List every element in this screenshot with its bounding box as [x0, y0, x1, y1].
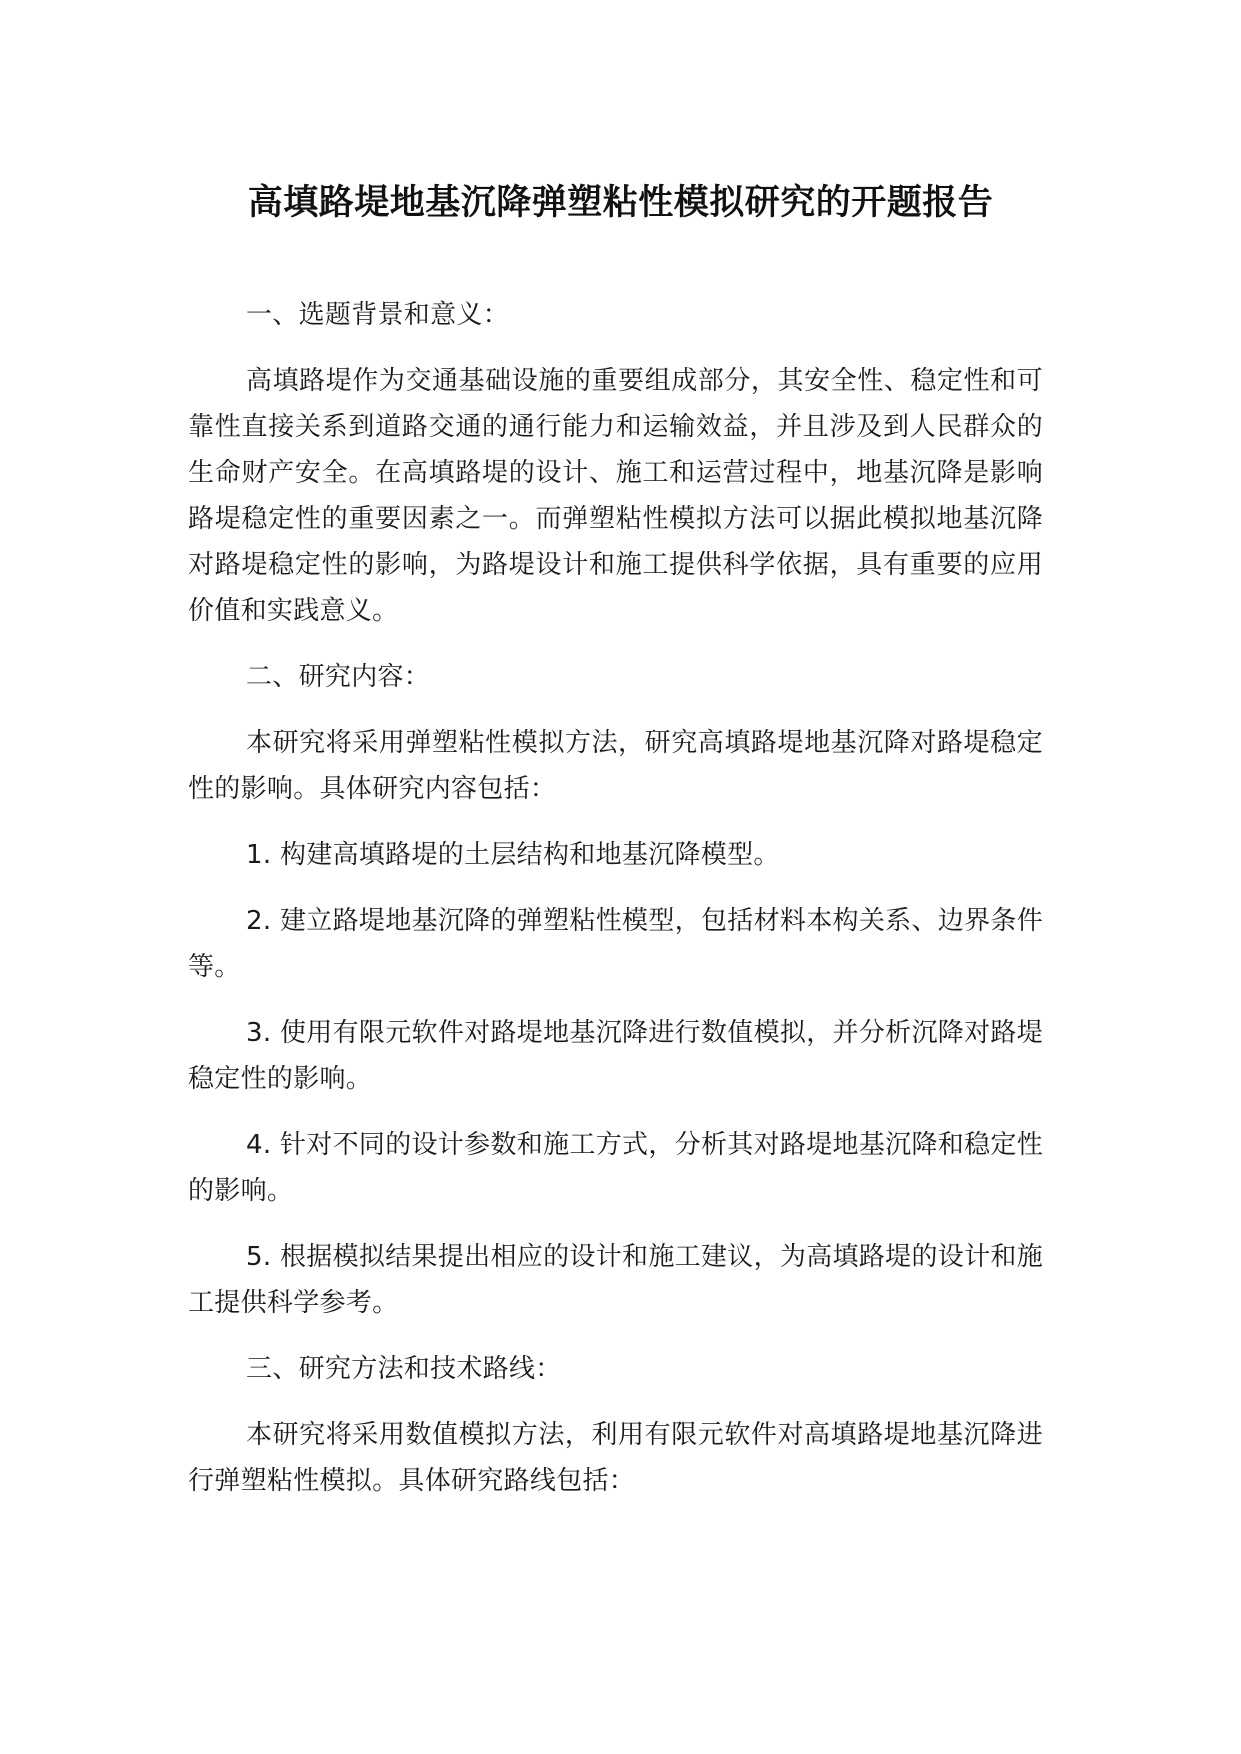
document-title: 高填路堤地基沉降弹塑粘性模拟研究的开题报告 [247, 183, 994, 223]
paragraph-methods-intro: 本研究将采用数值模拟方法，利用有限元软件对高填路堤地基沉降进行弹塑粘性模拟。具体研究路线包括： [188, 1420, 1043, 1496]
list-item-5: 5. 根据模拟结果提出相应的设计和施工建议，为高填路堤的设计和施工提供科学参考。 [188, 1242, 1043, 1318]
list-item-2: 2. 建立路堤地基沉降的弹塑粘性模型，包括材料本构关系、边界条件等。 [188, 906, 1043, 982]
list-item-4: 4. 针对不同的设计参数和施工方式，分析其对路堤地基沉降和稳定性的影响。 [188, 1130, 1043, 1206]
paragraph-background: 高填路堤作为交通基础设施的重要组成部分，其安全性、稳定性和可靠性直接关系到道路交通的通行能力和运输效益，并且涉及到人民群众的生命财产安全。在高填路堤的设计、施工和运营过程中，地基沉降是影响路堤稳定性的重要因素之一。而弹塑粘性模拟方法可以据此模拟地基沉降对路堤稳定性的影响，为路堤设计和施工提供科学依据，具有重要的应用价值和实践意义。 [188, 366, 1043, 626]
section-heading-content: 二、研究内容： [246, 662, 431, 692]
list-item-1: 1. 构建高填路堤的土层结构和地基沉降模型。 [246, 840, 780, 870]
paragraph-content-intro: 本研究将采用弹塑粘性模拟方法，研究高填路堤地基沉降对路堤稳定性的影响。具体研究内容包括： [188, 728, 1043, 804]
section-heading-background: 一、选题背景和意义： [246, 300, 510, 330]
section-heading-methods: 三、研究方法和技术路线： [246, 1354, 562, 1384]
list-item-3: 3. 使用有限元软件对路堤地基沉降进行数值模拟，并分析沉降对路堤稳定性的影响。 [188, 1018, 1043, 1094]
document-body [188, 292, 1043, 1504]
